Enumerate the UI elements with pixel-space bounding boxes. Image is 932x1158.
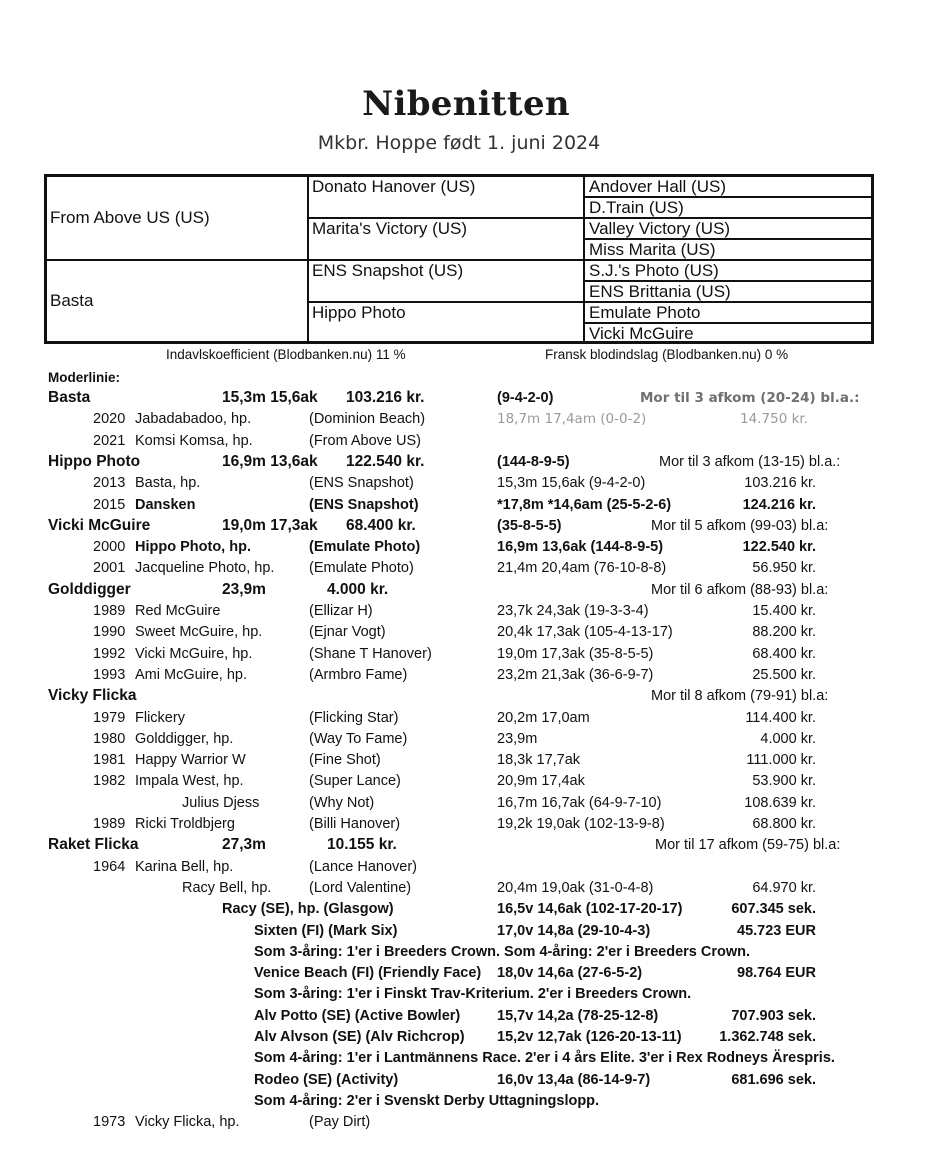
offspring-record: 16,9m 13,6ak (144-8-9-5) [497,539,664,556]
mare-record: 15,3m 15,6ak [222,389,318,406]
offspring-name: Happy Warrior W [135,752,246,769]
pedigree-ggp: Andover Hall (US) [585,177,871,198]
horse-name-title: Nibenitten [362,84,570,124]
mare-record: 19,0m 17,3ak [222,516,318,534]
offspring-earnings: 124.216 kr. [742,496,816,513]
descendant-name: Venice Beach (FI) (Friendly Face) [254,965,482,982]
mare-offspring-summary: Mor til 3 afkom (20-24) bl.a.: [640,390,860,406]
offspring-sire: (Billi Hanover) [309,816,401,832]
offspring-record: 18,7m 17,4am (0-0-2) [497,411,647,428]
offspring-record: 19,2k 19,0ak (102-13-9-8) [497,816,665,832]
mare-earnings: 68.400 kr. [346,516,416,534]
offspring-sire: (Fine Shot) [309,752,381,769]
descendant-record: 16,0v 13,4a (86-14-9-7) [497,1071,651,1088]
pedigree-table [44,174,874,344]
descendant-earnings: 681.696 sek. [731,1071,816,1088]
offspring-earnings: 68.800 kr. [752,816,816,832]
offspring-sire: (Emulate Photo) [309,539,421,556]
offspring-earnings: 64.970 kr. [752,879,816,896]
offspring-sire: (Armbro Fame) [309,666,408,683]
mare-name: Raket Flicka [48,836,139,854]
offspring-name: Vicki McGuire, hp. [135,645,253,662]
offspring-name: Red McGuire [135,603,221,619]
offspring-sire: (Why Not) [309,794,375,811]
offspring-year: 2015 [93,496,126,513]
offspring-name: Jabadabadoo, hp. [135,411,252,428]
descendant-name: Racy (SE), hp. (Glasgow) [222,901,394,918]
descendant-name: Alv Potto (SE) (Active Bowler) [254,1007,461,1024]
offspring-name: Hippo Photo, hp. [135,539,251,556]
race-note: Som 3-åring: 1'er i Finskt Trav-Kriterium. 2'er i Breeders Crown. [254,986,692,1003]
offspring-name: Jacqueline Photo, hp. [135,560,275,577]
descendant-record: 16,5v 14,6ak (102-17-20-17) [497,901,683,918]
pedigree-dam-sire: ENS Snapshot (US) [309,261,585,303]
offspring-sire: (ENS Snapshot) [309,496,419,513]
offspring-year: 2000 [93,539,126,556]
race-note: Som 4-åring: 2'er i Svenskt Derby Uttagningslopp. [254,1092,600,1109]
offspring-year: 1973 [93,1114,126,1131]
offspring-earnings: 68.400 kr. [752,645,816,662]
mare-record: 16,9m 13,6ak [222,452,318,470]
mare-earnings: 4.000 kr. [327,580,389,598]
race-note: Som 3-åring: 1'er i Breeders Crown. Som 4-åring: 2'er i Breeders Crown. [254,943,751,960]
mare-record: 23,9m [222,580,266,598]
descendant-earnings: 707.903 sek. [731,1007,816,1024]
pedigree-ggp: Vicki McGuire [589,324,694,343]
offspring-earnings: 25.500 kr. [752,666,816,683]
offspring-name: Golddigger, hp. [135,730,234,747]
offspring-earnings: 103.216 kr. [744,475,816,492]
offspring-record: 19,0m 17,3ak (35-8-5-5) [497,645,654,662]
descendant-name: Rodeo (SE) (Activity) [254,1071,399,1088]
offspring-earnings: 111.000 kr. [746,752,816,769]
offspring-record: 23,2m 21,3ak (36-6-9-7) [497,666,654,683]
offspring-sire: (Ellizar H) [309,603,373,619]
race-note: Som 4-åring: 1'er i Lantmännens Race. 2'er i 4 års Elite. 3'er i Rex Rodneys Ärespris. [254,1050,835,1067]
descendant-record: 15,7v 14,2a (78-25-12-8) [497,1007,659,1024]
offspring-earnings: 4.000 kr. [760,730,816,747]
offspring-record: 20,2m 17,0am [497,709,590,726]
mare-earnings: 122.540 kr. [346,452,425,470]
offspring-name: Flickery [135,709,185,726]
offspring-sire: (Super Lance) [309,773,401,790]
pedigree-ggp: S.J.'s Photo (US) [585,261,871,282]
inbreeding-coefficient: Indavlskoefficient (Blodbanken.nu) 11 % [166,347,406,362]
offspring-sire: (ENS Snapshot) [309,475,414,492]
offspring-sire: (Pay Dirt) [309,1114,371,1131]
descendant-name: Alv Alvson (SE) (Alv Richcrop) [254,1029,465,1045]
pedigree-ggp: Miss Marita (US) [585,240,871,261]
offspring-year: 1982 [93,773,126,790]
descendant-record: 15,2v 12,7ak (126-20-13-11) [497,1029,682,1045]
offspring-earnings: 53.900 kr. [752,773,816,790]
offspring-year: 1989 [93,816,126,832]
descendant-name: Sixten (FI) (Mark Six) [254,922,398,939]
mare-name: Hippo Photo [48,452,141,470]
descendant-record: 18,0v 14,6a (27-6-5-2) [497,965,643,982]
offspring-sire: (From Above US) [309,432,421,449]
mare-starts: (144-8-9-5) [497,453,570,470]
offspring-record: 20,4m 19,0ak (31-0-4-8) [497,879,654,896]
offspring-year: 2020 [93,411,126,428]
moderlinie-label: Moderlinie: [48,370,121,385]
descendant-record: 17,0v 14,8a (29-10-4-3) [497,922,651,939]
mare-starts: (35-8-5-5) [497,517,562,534]
offspring-year: 1964 [93,858,126,875]
mare-offspring-summary: Mor til 17 afkom (59-75) bl.a: [655,837,841,854]
pedigree-ggp: D.Train (US) [585,198,871,219]
mare-name: Golddigger [48,580,131,598]
offspring-year: 1980 [93,730,126,747]
descendant-earnings: 607.345 sek. [731,901,816,918]
mare-record: 27,3m [222,836,266,854]
offspring-earnings: 56.950 kr. [752,560,816,577]
french-blood-share: Fransk blodindslag (Blodbanken.nu) 0 % [545,347,789,362]
offspring-sire: (Dominion Beach) [309,411,426,428]
offspring-earnings: 15.400 kr. [752,603,816,619]
pedigree-dam-dam: Hippo Photo [309,303,585,341]
offspring-record: 18,3k 17,7ak [497,752,581,769]
offspring-year: 1992 [93,645,126,662]
descendant-earnings: 1.362.748 sek. [719,1029,816,1045]
offspring-record: 20,9m 17,4ak [497,773,585,790]
offspring-record: 15,3m 15,6ak (9-4-2-0) [497,475,646,492]
offspring-name: Julius Djess [182,794,260,811]
offspring-earnings: 122.540 kr. [742,539,816,556]
offspring-year: 2001 [93,560,126,577]
offspring-earnings: 88.200 kr. [752,624,816,641]
mare-name: Basta [48,389,91,406]
descendant-earnings: 45.723 EUR [737,922,816,939]
pedigree-sire-dam: Marita's Victory (US) [309,219,585,261]
offspring-sire: (Shane T Hanover) [309,645,432,662]
offspring-name: Basta, hp. [135,475,201,492]
mare-offspring-summary: Mor til 8 afkom (79-91) bl.a: [651,688,829,705]
offspring-sire: (Emulate Photo) [309,560,414,577]
offspring-sire: (Ejnar Vogt) [309,624,386,641]
offspring-record: 23,7k 24,3ak (19-3-3-4) [497,603,649,619]
mare-name: Vicki McGuire [48,516,151,534]
pedigree-ggp: Emulate Photo [585,303,871,324]
offspring-record: 16,7m 16,7ak (64-9-7-10) [497,794,662,811]
mare-earnings: 10.155 kr. [327,836,397,854]
mare-offspring-summary: Mor til 3 afkom (13-15) bl.a.: [659,453,841,470]
pedigree-ggp: ENS Brittania (US) [585,282,871,303]
offspring-sire: (Flicking Star) [309,709,399,726]
mare-name: Vicky Flicka [48,687,137,705]
offspring-year: 1993 [93,666,126,683]
offspring-record: 23,9m [497,730,538,747]
offspring-year: 1981 [93,752,126,769]
offspring-record: 20,4k 17,3ak (105-4-13-17) [497,624,673,641]
mare-offspring-summary: Mor til 5 afkom (99-03) bl.a: [651,517,829,534]
pedigree-sire: From Above US (US) [47,177,309,261]
offspring-record: 21,4m 20,4am (76-10-8-8) [497,560,667,577]
offspring-name: Sweet McGuire, hp. [135,624,263,641]
offspring-name: Komsi Komsa, hp. [135,432,253,449]
offspring-year: 1989 [93,603,126,619]
offspring-record: *17,8m *14,6am (25-5-2-6) [497,496,672,513]
offspring-name: Ami McGuire, hp. [135,666,247,683]
descendant-earnings: 98.764 EUR [737,965,816,982]
pedigree-dam: Basta [47,261,309,341]
pedigree-ggp: Valley Victory (US) [585,219,871,240]
pedigree-sire-sire: Donato Hanover (US) [309,177,585,219]
offspring-earnings: 14.750 kr. [740,411,808,428]
offspring-name: Dansken [135,496,196,513]
offspring-earnings: 114.400 kr. [745,709,816,726]
offspring-name: Ricki Troldbjerg [135,816,235,832]
offspring-sire: (Lance Hanover) [309,858,417,875]
mare-earnings: 103.216 kr. [346,389,425,406]
offspring-year: 1990 [93,624,126,641]
offspring-year: 2013 [93,475,126,492]
offspring-name: Karina Bell, hp. [135,858,234,875]
offspring-year: 1979 [93,709,126,726]
offspring-sire: (Way To Fame) [309,730,408,747]
offspring-sire: (Lord Valentine) [309,879,412,896]
offspring-name: Impala West, hp. [135,773,244,790]
mare-offspring-summary: Mor til 6 afkom (88-93) bl.a: [651,581,829,598]
mare-starts: (9-4-2-0) [497,390,554,406]
horse-subtitle: Mkbr. Hoppe født 1. juni 2024 [317,132,601,154]
offspring-earnings: 108.639 kr. [744,794,816,811]
offspring-name: Racy Bell, hp. [182,879,272,896]
offspring-year: 2021 [93,432,126,449]
offspring-name: Vicky Flicka, hp. [135,1114,240,1131]
